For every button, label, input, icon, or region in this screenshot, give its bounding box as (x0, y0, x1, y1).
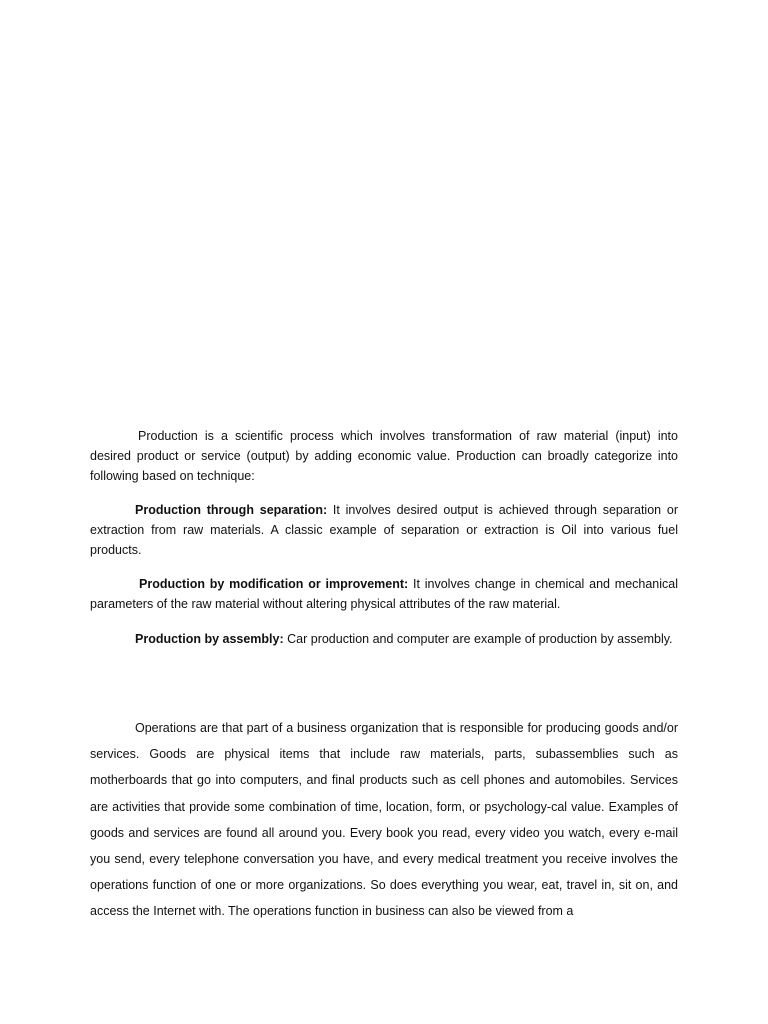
modification-text: It involves change in chemical and mechanical parameters of the raw material without altering physical attributes of the raw material. (90, 577, 679, 611)
assembly-term: Production by assembly: (135, 632, 284, 646)
operations-text: Operations are that part of a business organization that is responsible for producing goods and/or services. Goods are physical items that include raw materials, parts, subassemblies such as motherboards that go into computers, and final products such as cell phones and automobiles. Services are activities that provide some combination of time, location, form, or psychology-cal value. Examples of goods and services are found all around you. Every book you read, every video you watch, every e-mail you send, every telephone conversation you have, and every medical treatment you receive involves the operations function of one or more organizations. So does everything you wear, eat, travel in, sit on, and access the Internet with. The operations function in business can also be viewed from a (90, 721, 678, 919)
intro-text: Production is a scientific process which involves transformation of raw material (input) into desired product or service (output) by adding economic value. Production can broadly categorize into following based on technique: (90, 429, 678, 483)
assembly-paragraph (90, 629, 678, 649)
operations-paragraph (90, 715, 678, 925)
intro-paragraph (90, 426, 678, 486)
separation-text: It involves desired output is achieved through separation or extraction from raw materials. A classic example of separation or extraction is Oil into various fuel products. (90, 503, 678, 557)
separation-paragraph (90, 500, 678, 560)
modification-term: Production by modification or improvement: (139, 577, 409, 591)
modification-paragraph (90, 574, 678, 614)
separation-term: Production through separation: (135, 503, 328, 517)
assembly-text: Car production and computer are example of production by assembly. (283, 632, 673, 646)
